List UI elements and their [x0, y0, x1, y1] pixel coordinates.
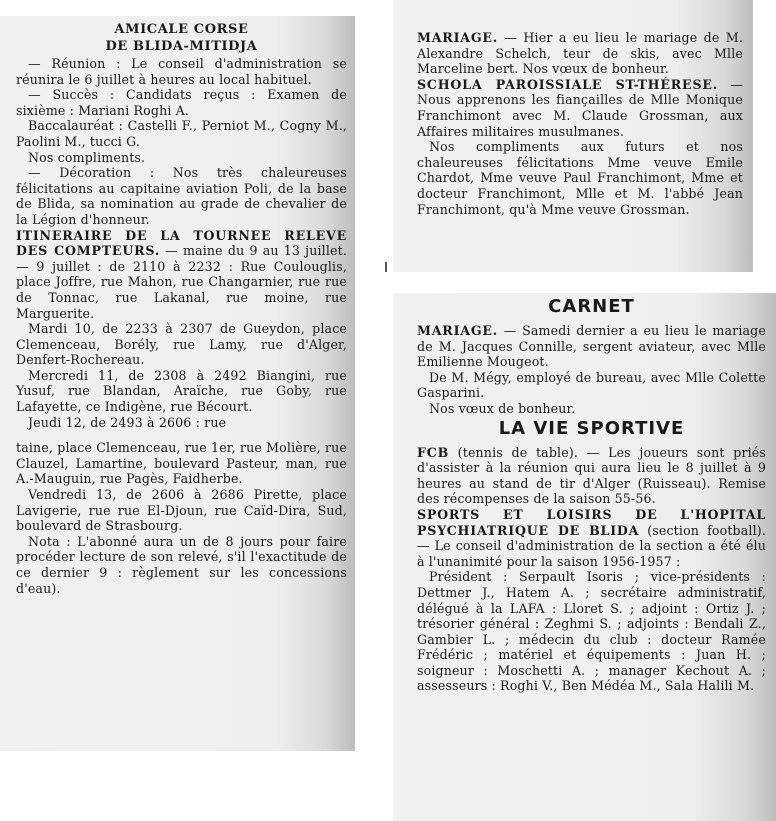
paragraph-compliments: Nos compliments. [28, 149, 146, 165]
paragraph-vendredi: Vendredi 13, de 2606 à 2686 Pirette, place Lavigerie, rue rue El-Djoun, rue Caïd-Dira, Sud, boulevard de Strasbourg. [16, 487, 347, 534]
paragraph-fcb [417, 445, 766, 507]
kicker-carnet-mariage: MARIAGE. [417, 323, 498, 338]
column-gap [16, 430, 347, 440]
paragraph-megy: De M. Mégy, employé de bureau, avec Mlle Colette Gasparini. [417, 369, 766, 401]
paragraph-schola [417, 77, 743, 139]
title-vie-sportive: LA VIE SPORTIVE [498, 417, 685, 439]
text-mariage-connille: — Samedi dernier a eu lieu le mariage de M. Jacques Connille, sergent aviateur, avec Mlle Emilienne Mougeot. [417, 323, 766, 370]
text-itineraire: — maine du 9 au 13 juillet. — 9 juillet : de 2110 à 2232 : Rue Coulouglis, place Joffre, rue Mahon, rue Changarnier, rue rue de Tonnac, rue Lakanal, rue moine, rue Marguerite. [16, 243, 347, 321]
heading-amicale-corse: AMICALE CORSE [114, 22, 249, 37]
paragraph-jeudi: Jeudi 12, de 2493 à 2606 : rue [28, 414, 227, 430]
text-mariage-schelch: — Hier a eu lieu le mariage de M. Alexandre Schelch, teur de skis, avec Mlle Marceline bert. Nos vœux de bonheur. [417, 30, 743, 77]
clipping-carnet [393, 293, 776, 821]
paragraph-mardi: Mardi 10, de 2233 à 2307 de Gueydon, place Clemenceau, Borély, rue Lamy, rue d'Alger, Denfert-Rochereau. [16, 321, 347, 368]
paragraph-succes: — Succès : Candidats reçus : Examen de sixième : Mariani Roghi A. [16, 87, 347, 118]
heading-blida-mitidja: DE BLIDA-MITIDJA [105, 39, 258, 54]
text-schola: — Nous apprenons les fiançailles de Mlle Monique Franchimont avec M. Claude Grossman, aux Affaires militaires musulmanes. [417, 76, 743, 139]
paragraph-jeudi-cont: taine, place Clemenceau, rue 1er, rue Molière, rue Clauzel, Lamartine, boulevard Pasteur, man, rue A.-Mauguin, rue Pagès, Faidherbe. [16, 440, 347, 487]
paragraph-felicitations: Nos compliments aux futurs et nos chaleureuses félicitations Mme veuve Emile Chardot, Mme veuve Paul Franchimont, Mme et docteur Franchimont, Mlle et M. l'abbé Jean Franchimont, qu'à Mme veuve Grossman. [417, 139, 743, 217]
paragraph-voeux: Nos vœux de bonheur. [429, 400, 576, 416]
paragraph-mariage-connille [417, 323, 766, 370]
paragraph-nota: Nota : L'abonné aura un de 8 jours pour faire procéder lecture de son relevé, s'il l'exactitude de ce dernier 9 : règlement sur les concessions d'eau). [16, 533, 347, 596]
paragraph-mercredi: Mercredi 11, de 2308 à 2492 Biangini, rue Yusuf, rue Blandan, Araïche, rue Goby, rue Lafayette, ce Indigène, rue Bécourt. [16, 367, 347, 415]
kicker-schola: SCHOLA PAROISSIALE ST-THÉRESE. [417, 76, 718, 92]
paragraph-baccalaureat: Baccalauréat : Castelli F., Perniot M., Cogny M., Paolini M., tucci G. [16, 118, 347, 149]
paragraph-decoration: — Décoration : Nos très chaleureuses félicitations au capitaine aviation Poli, de la base de Blida, sa nomination au grade de chevalier de la Légion d'honneur. [16, 165, 347, 227]
paragraph-bureau: Président : Serpault Isoris ; vice-présidents : Dettmer J., Hatem A. ; secrétaire administratif, délégué à la LAFA : Lloret S. ; adjoint : Ortiz J. ; trésorier général : Zeghmi S. ; adjoints : Bendali Z., Gambier L. ; médecin du club : docteur Ramée Frédéric ; matériel et équipements : Juan H. ; soigneur : Moschetti A. ; manager Kechout A. ; assesseurs : Roghi V., Ben Médéa M., Sala Halili M. [417, 569, 766, 694]
column-separator-mark [385, 262, 387, 272]
kicker-itineraire: ITINERAIRE DE LA TOURNEE RELEVE DES COMPTEURS. [16, 227, 347, 259]
clipping-mariage-schola [393, 0, 753, 272]
paragraph-reunion: — Réunion : Le conseil d'administration se réunira le 6 juillet à heures au local habituel. [16, 56, 347, 87]
text-sports-loisirs: (section football). — Le conseil d'administration de la section a été élu à l'unanimité pour la saison 1956-1957 : [417, 522, 767, 569]
paragraph-itineraire [16, 228, 347, 322]
kicker-mariage: MARIAGE. [417, 30, 498, 45]
paragraph-sports-loisirs [417, 507, 766, 569]
clipping-amicale-corse [0, 16, 355, 751]
kicker-fcb: FCB [417, 444, 450, 460]
title-carnet: CARNET [548, 296, 635, 317]
text-fcb: (tennis de table). — Les joueurs sont priés d'assister à la réunion qui aura lieu le 8 juillet à 9 heures au stand de tir d'Alger (Ruisseau). Remise des récompenses de la saison 55-56. [417, 444, 767, 507]
kicker-sports-loisirs: SPORTS ET LOISIRS DE L'HOPITAL PSYCHIATRIQUE DE BLIDA [417, 506, 766, 538]
paragraph-mariage-schelch [417, 30, 743, 77]
